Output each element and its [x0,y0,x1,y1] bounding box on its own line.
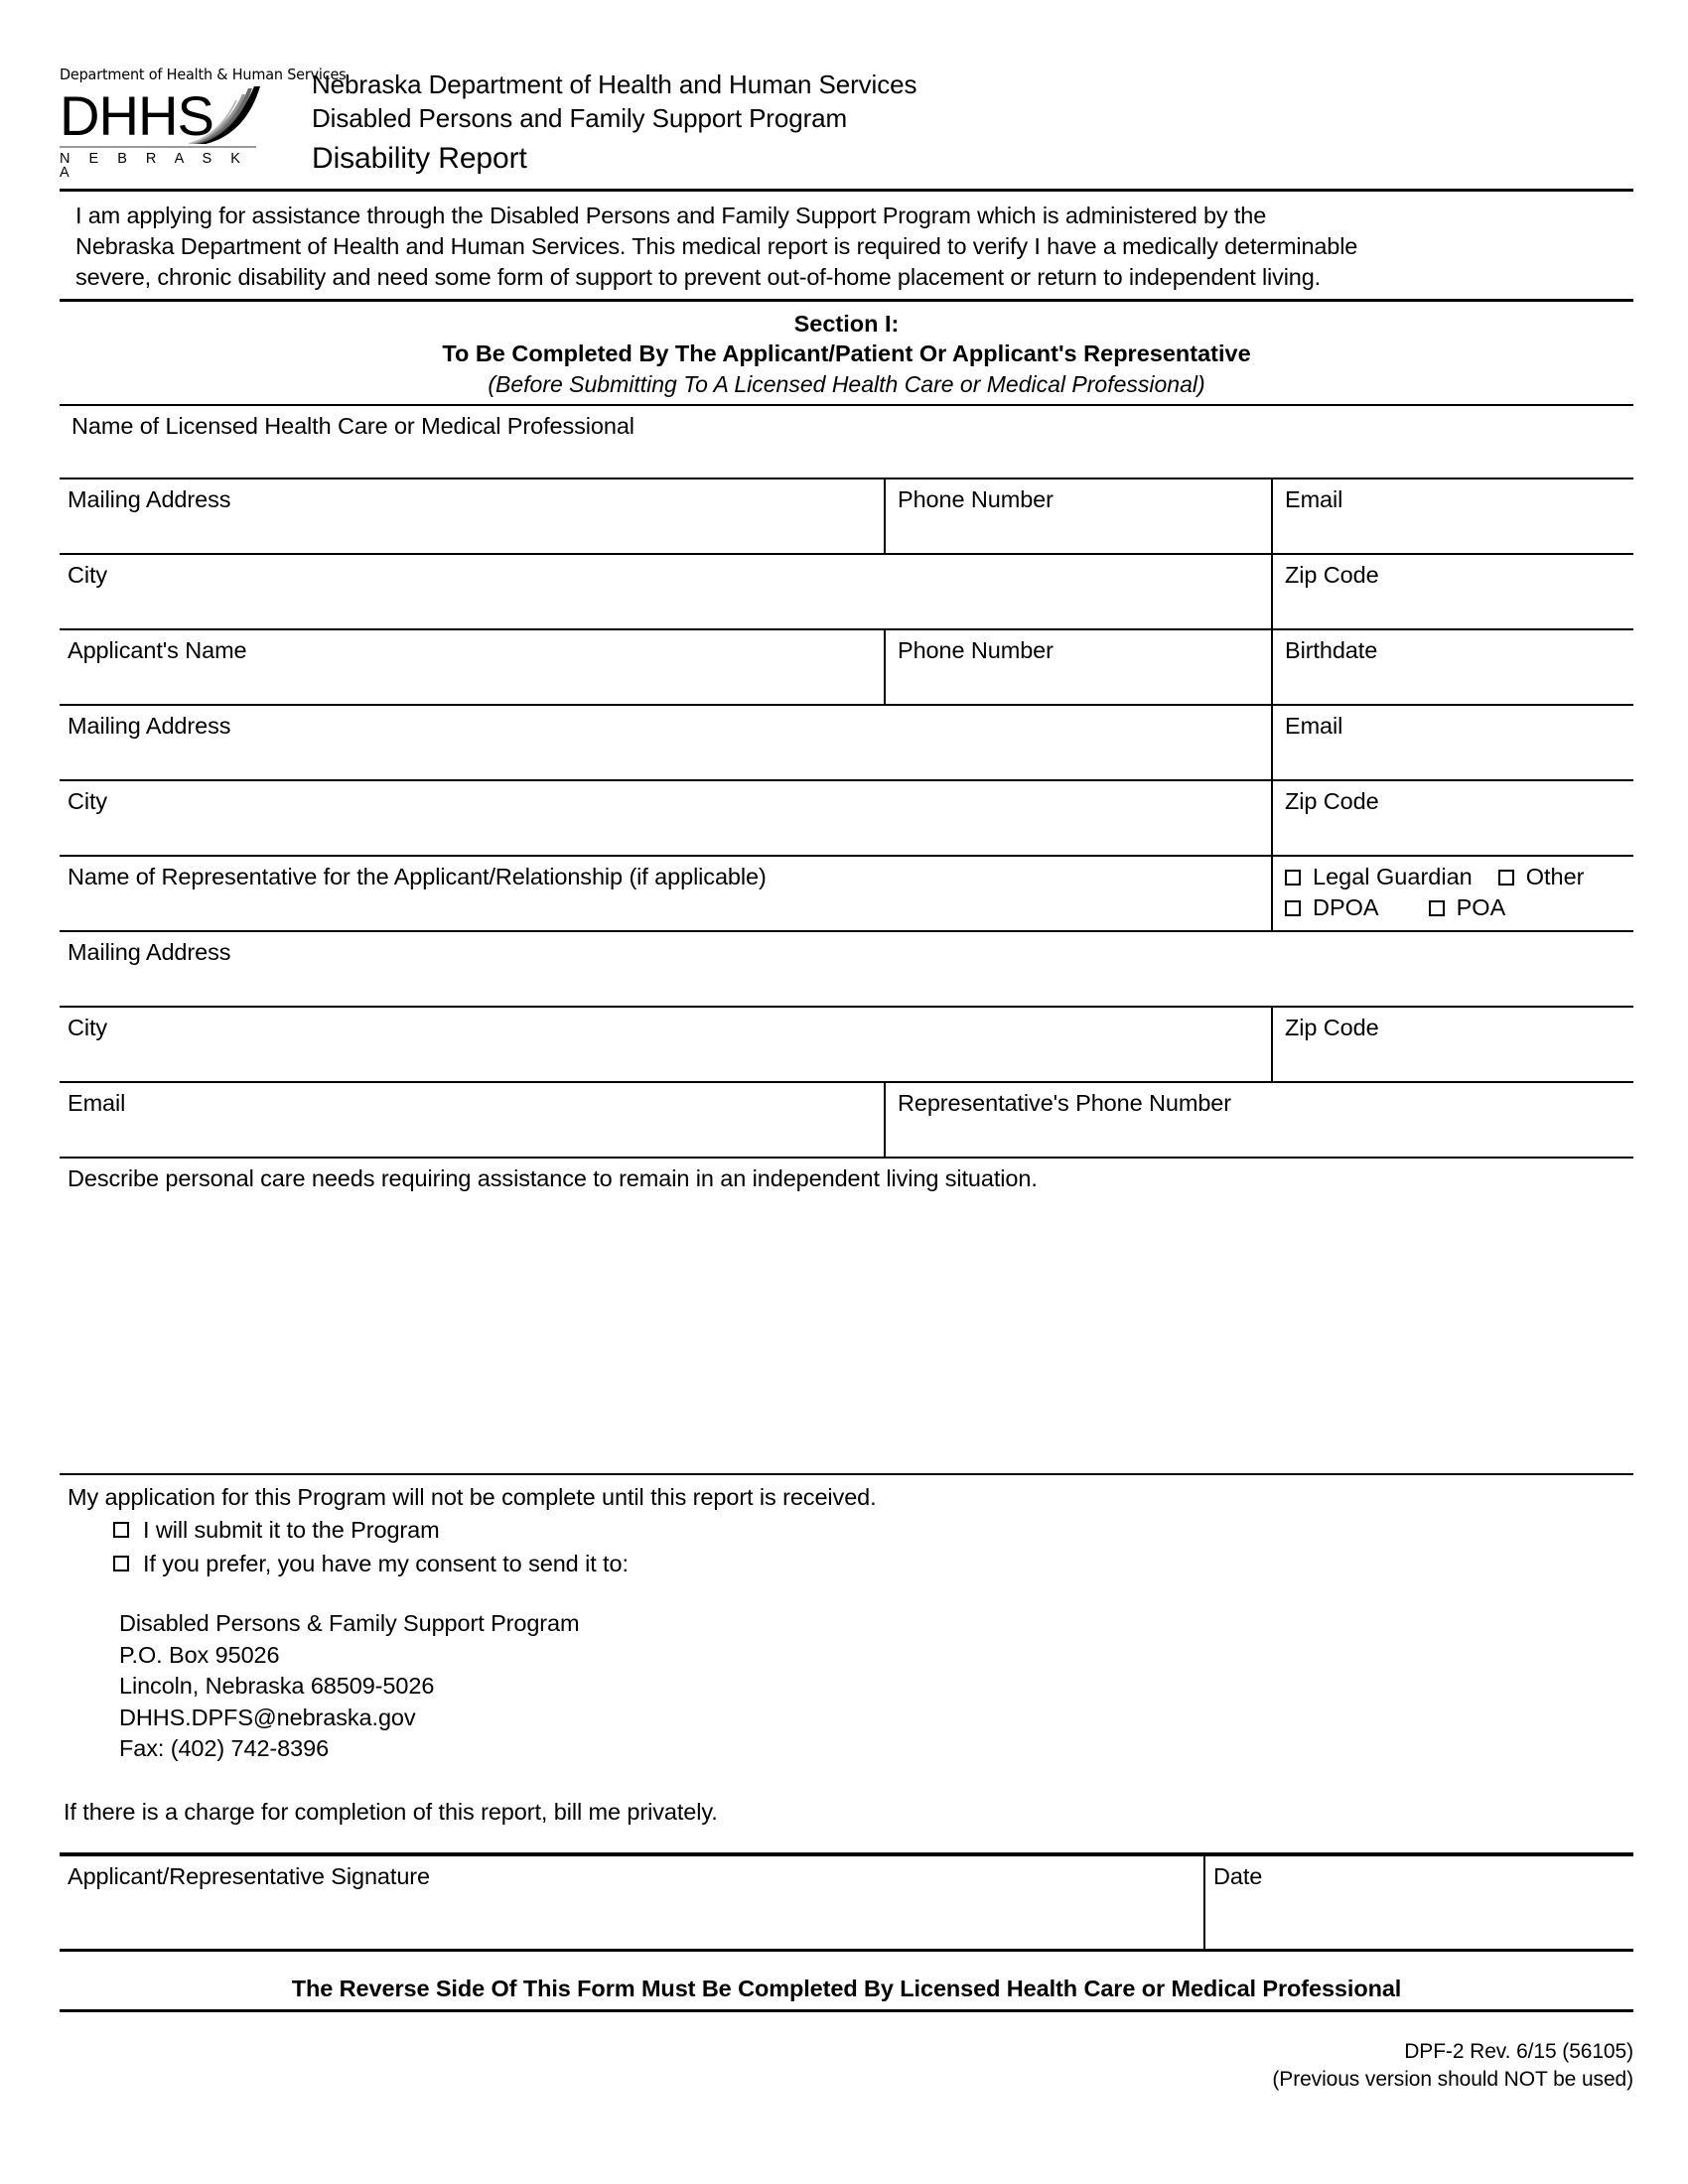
logo-wordmark-row [60,86,260,144]
checkbox-poa[interactable] [1429,900,1445,916]
field-label: Zip Code [1285,1015,1379,1040]
field-representative-city[interactable] [60,1008,1271,1081]
form-grid [60,404,1633,1473]
field-label: Name of Representative for the Applicant/Relationship (if applicable) [68,864,767,889]
field-label: Mailing Address [68,939,231,965]
document-header [60,60,1633,189]
form-row-representative-city [60,1006,1633,1081]
field-representative-phone[interactable] [884,1083,1633,1157]
field-label: Phone Number [898,486,1054,512]
checkbox-label-other: Other [1525,864,1585,889]
field-label: Name of Licensed Health Care or Medical Professional [71,413,634,439]
form-row-provider-address [60,478,1633,553]
checkbox-other[interactable] [1498,870,1514,886]
logo-swoosh-icon [189,86,260,144]
consent-option-send[interactable] [62,1547,1633,1580]
field-label: City [68,562,108,588]
field-label: Email [68,1090,126,1116]
logo-tagline: Department of Health & Human Services [60,66,347,83]
form-row-applicant-city [60,779,1633,855]
form-row-applicant-address [60,704,1633,779]
program-mailing-address [62,1608,1633,1765]
field-label: Applicant/Representative Signature [68,1862,430,1889]
field-label: City [68,788,108,814]
address-line-email: DHHS.DPFS@nebraska.gov [119,1704,416,1730]
field-applicant-phone[interactable] [884,630,1271,704]
logo-state-label: N E B R A S K A [60,150,248,181]
address-line-citystatezip: Lincoln, Nebraska 68509-5026 [119,1673,435,1699]
field-applicant-zip[interactable] [1271,781,1633,855]
form-row-representative-name [60,855,1633,930]
field-representative-zip[interactable] [1271,1008,1633,1081]
billing-note: If there is a charge for completion of this report, bill me privately. [64,1798,718,1825]
rep-type-row-1 [1273,862,1633,892]
consent-option-1-label: I will submit it to the Program [143,1517,440,1543]
checkbox-dpoa[interactable] [1285,900,1301,916]
field-label: Date [1213,1862,1263,1889]
field-label: Zip Code [1285,788,1379,814]
section-subtitle: (Before Submitting To A Licensed Health Care or Medical Professional) [488,371,1205,397]
checkbox-send-to-program[interactable] [113,1556,129,1571]
signature-row [60,1852,1633,1952]
logo-divider [60,146,256,148]
field-applicant-signature[interactable] [60,1856,1203,1949]
checkbox-label-dpoa: DPOA [1313,894,1379,920]
program-name: Disabled Persons and Family Support Program [312,103,848,133]
field-label: Mailing Address [68,486,231,512]
field-applicant-city[interactable] [60,781,1271,855]
page-title: Disability Report [312,142,527,175]
field-provider-email[interactable] [1271,479,1633,553]
consent-option-2-label: If you prefer, you have my consent to send it to: [143,1551,629,1576]
agency-name: Nebraska Department of Health and Human Services [312,69,917,99]
field-applicant-birthdate[interactable] [1271,630,1633,704]
intro-paragraph [60,192,1633,299]
field-provider-mailing-address[interactable] [60,479,884,553]
field-signature-date[interactable] [1203,1856,1633,1949]
field-representative-email[interactable] [60,1083,884,1157]
field-label: Representative's Phone Number [898,1090,1231,1116]
intro-line-1: I am applying for assistance through the Disabled Persons and Family Support Program which is administered by the [75,203,1267,228]
field-label: Phone Number [898,637,1054,663]
rep-type-row-2 [1273,892,1633,923]
field-provider-city[interactable] [60,555,1271,628]
intro-line-3: severe, chronic disability and need some form of support to prevent out-of-home placement or return to independent living. [75,264,1322,290]
checkbox-label-poa: POA [1456,894,1506,920]
section-number: Section I: [793,311,900,337]
field-label: City [68,1015,108,1040]
describe-label: Describe personal care needs requiring assistance to remain in an independent living situation. [68,1165,1038,1191]
field-applicant-email[interactable] [1271,706,1633,779]
logo-acronym: DHHS [60,85,213,144]
checkbox-legal-guardian[interactable] [1285,870,1301,886]
intro-line-2: Nebraska Department of Health and Human Services. This medical report is required to verify I have a medically determinable [75,233,1358,259]
field-label: Birthdate [1285,637,1378,663]
dhhs-logo [60,60,347,181]
reverse-side-note: The Reverse Side Of This Form Must Be Completed By Licensed Health Care or Medical Professional [291,1975,1402,2001]
form-row-representative-address [60,930,1633,1006]
form-row-provider-city [60,553,1633,628]
form-row-applicant-name [60,628,1633,704]
describe-answer-area[interactable] [60,1193,1633,1473]
field-applicant-mailing-address[interactable] [60,706,1271,779]
section-heading [60,302,1633,404]
field-label: Email [1285,713,1343,739]
form-id: DPF-2 Rev. 6/15 (56105) [1404,2039,1633,2063]
checkbox-label-legal-guardian: Legal Guardian [1313,864,1473,889]
form-row-provider-name [60,404,1633,478]
version-note: (Previous version should NOT be used) [1272,2067,1633,2091]
field-applicant-name[interactable] [60,630,884,704]
consent-block [60,1475,1633,1827]
checkbox-submit-myself[interactable] [113,1522,129,1538]
field-label: Mailing Address [68,713,231,739]
representative-type-group [1271,857,1633,930]
address-line-fax: Fax: (402) 742-8396 [119,1735,330,1761]
header-titles [260,60,1633,179]
field-label: Zip Code [1285,562,1379,588]
field-provider-zip[interactable] [1271,555,1633,628]
field-provider-name[interactable] [60,406,1633,478]
field-label: Email [1285,486,1343,512]
address-line-pobox: P.O. Box 95026 [119,1641,280,1668]
field-label: Applicant's Name [68,637,247,663]
field-representative-name[interactable] [60,857,1271,930]
field-provider-phone[interactable] [884,479,1271,553]
field-representative-mailing-address[interactable] [60,932,1633,1006]
consent-lead-text: My application for this Program will not be complete until this report is received. [68,1484,877,1510]
address-line-program: Disabled Persons & Family Support Program [119,1610,580,1636]
section-title: To Be Completed By The Applicant/Patient Or Applicant's Representative [442,341,1251,366]
form-row-representative-contact [60,1081,1633,1157]
consent-option-submit[interactable] [62,1513,1633,1547]
form-row-describe [60,1157,1633,1473]
footer-identifiers [60,2012,1633,2094]
page-content [60,60,1633,2094]
